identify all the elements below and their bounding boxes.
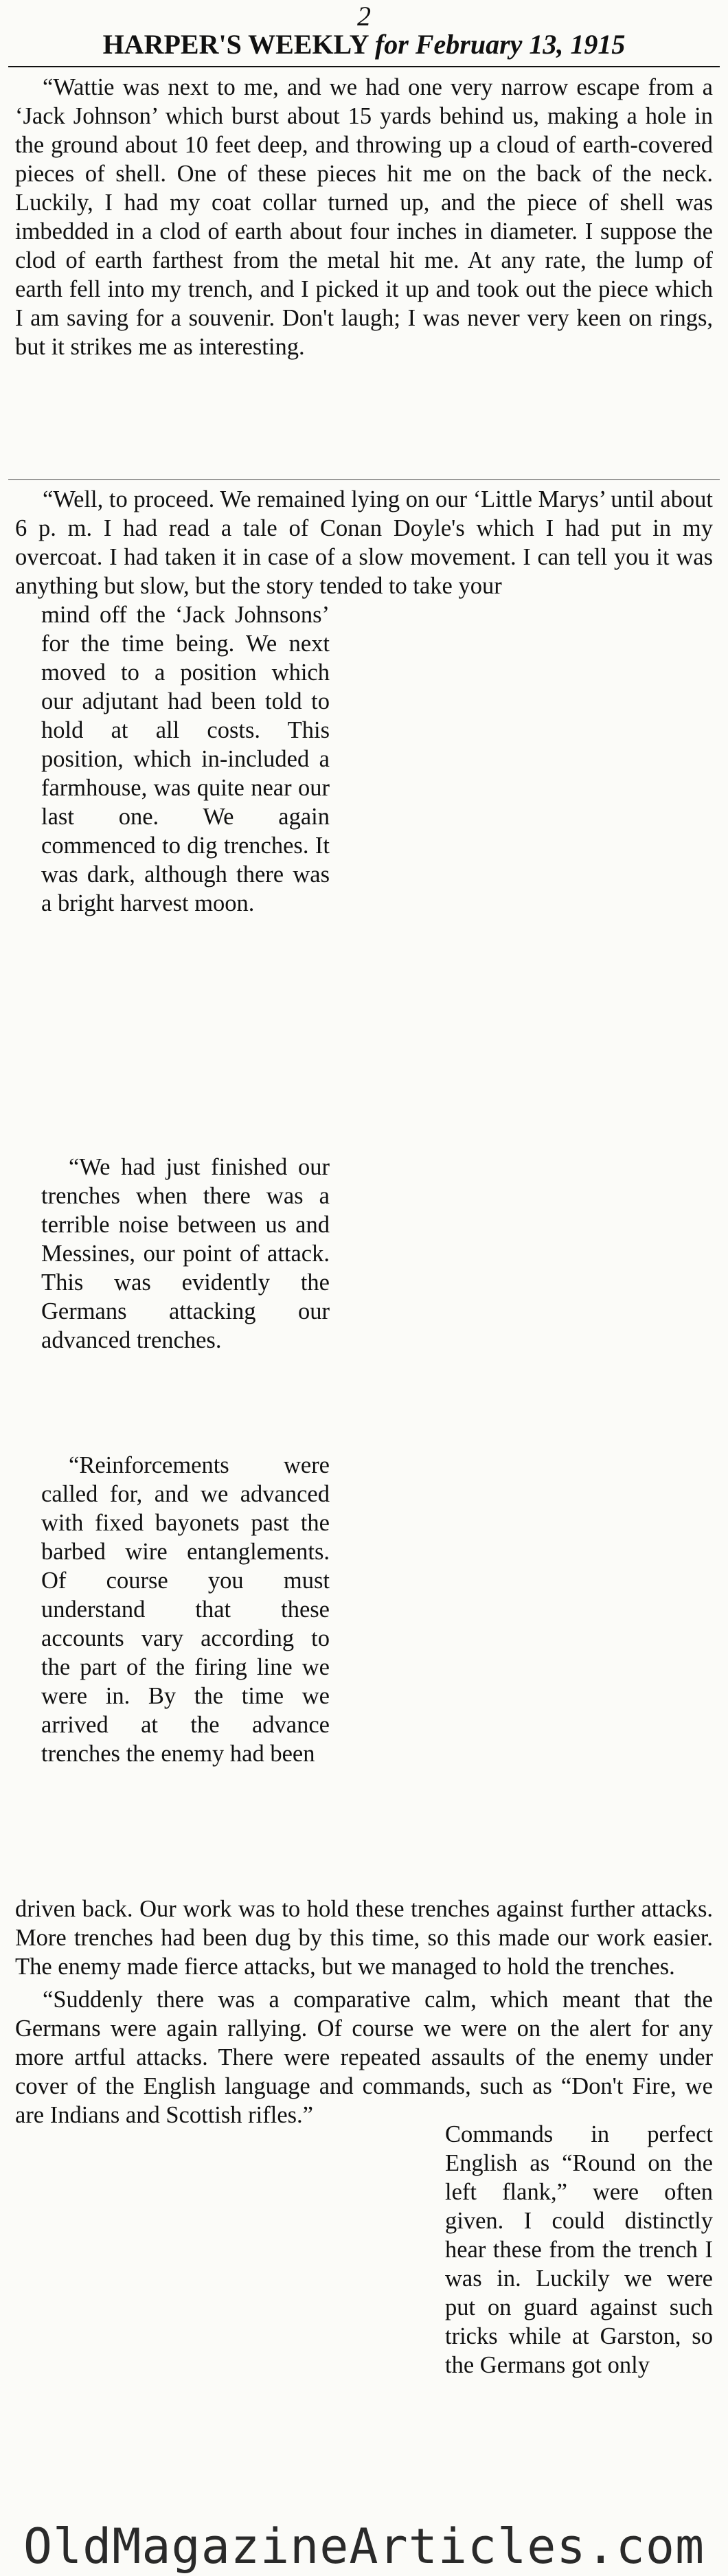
- header-rule: [8, 66, 720, 67]
- paragraph-4: “Reinforcements were called for, and we advanced with fixed bayonets past the barbed wire entanglements. Of course you must understand that these accounts vary according to the part of the firing line we were in. By the time we arrived at the advance trenches the enemy had been: [41, 1452, 330, 1767]
- paragraph-5: “Suddenly there was a comparative calm, which meant that the Germans were again rallying. Of course we were on the alert for any more artful attacks. There were repeated assaults of the enemy under cover of the English language and commands, such as “Don't Fire, we are Indians and Scottish rifles.”: [15, 1987, 713, 2128]
- masthead: [0, 27, 728, 62]
- publication-title: HARPER'S WEEKLY: [102, 29, 368, 60]
- site-watermark: OldMagazineArticles.com: [23, 2518, 705, 2575]
- paragraph-2: “Well, to proceed. We remained lying on our ‘Little Marys’ until about 6 p. m. I had read a tale of Conan Doyle's which I had put in my overcoat. I had taken it in case of a slow movement. I can tell you it was anything but slow, but the story tended to take your: [15, 486, 713, 599]
- paragraph-2-continued: mind off the ‘Jack Johnsons’ for the time being. We next moved to a position which our adjutant had been told to hold at all costs. This position, which in-included a farmhouse, was quite near our last one. We again commenced to dig trenches. It was dark, although there was a bright harvest moon.: [41, 602, 330, 916]
- paragraph-1: “Wattie was next to me, and we had one very narrow escape from a ‘Jack Johnson’ which burst about 15 yards behind us, making a hole in the ground about 10 feet deep, and throwing up a cloud of earth-covered pieces of shell. One of these pieces hit me on the back of the neck. Luckily, I had my coat collar turned up, and the piece of shell was imbedded in a clod of earth about four inches in diameter. I suppose the clod of earth farthest from the metal hit me. At any rate, the lump of earth fell into my trench, and I picked it up and took out the piece which I am saving for a souvenir. Don't laugh; I was never very keen on rings, but it strikes me as interesting.: [15, 74, 713, 360]
- for-word: for: [374, 29, 409, 60]
- page-number: 2: [357, 1, 371, 32]
- paragraph-5-right-column: Commands in perfect English as “Round on the left flank,” were often given. I could distinctly hear these from the trench I was in. Luckily we were put on guard against such tricks while at Garston, so the Germans got only: [445, 2121, 713, 2378]
- paragraph-divider: [8, 479, 720, 480]
- illustration-area: [343, 587, 718, 1872]
- paragraph-3: “We had just finished our trenches when there was a terrible noise between us and Messines, our point of attack. This was evidently the Germans attacking our advanced trenches.: [41, 1154, 330, 1353]
- issue-date: February 13, 1915: [415, 29, 626, 60]
- paragraph-4-continued: driven back. Our work was to hold these trenches against further attacks. More trenches had been dug by this time, so this made our work easier. The enemy made fierce attacks, but we managed to hold the trenches.: [15, 1896, 713, 1980]
